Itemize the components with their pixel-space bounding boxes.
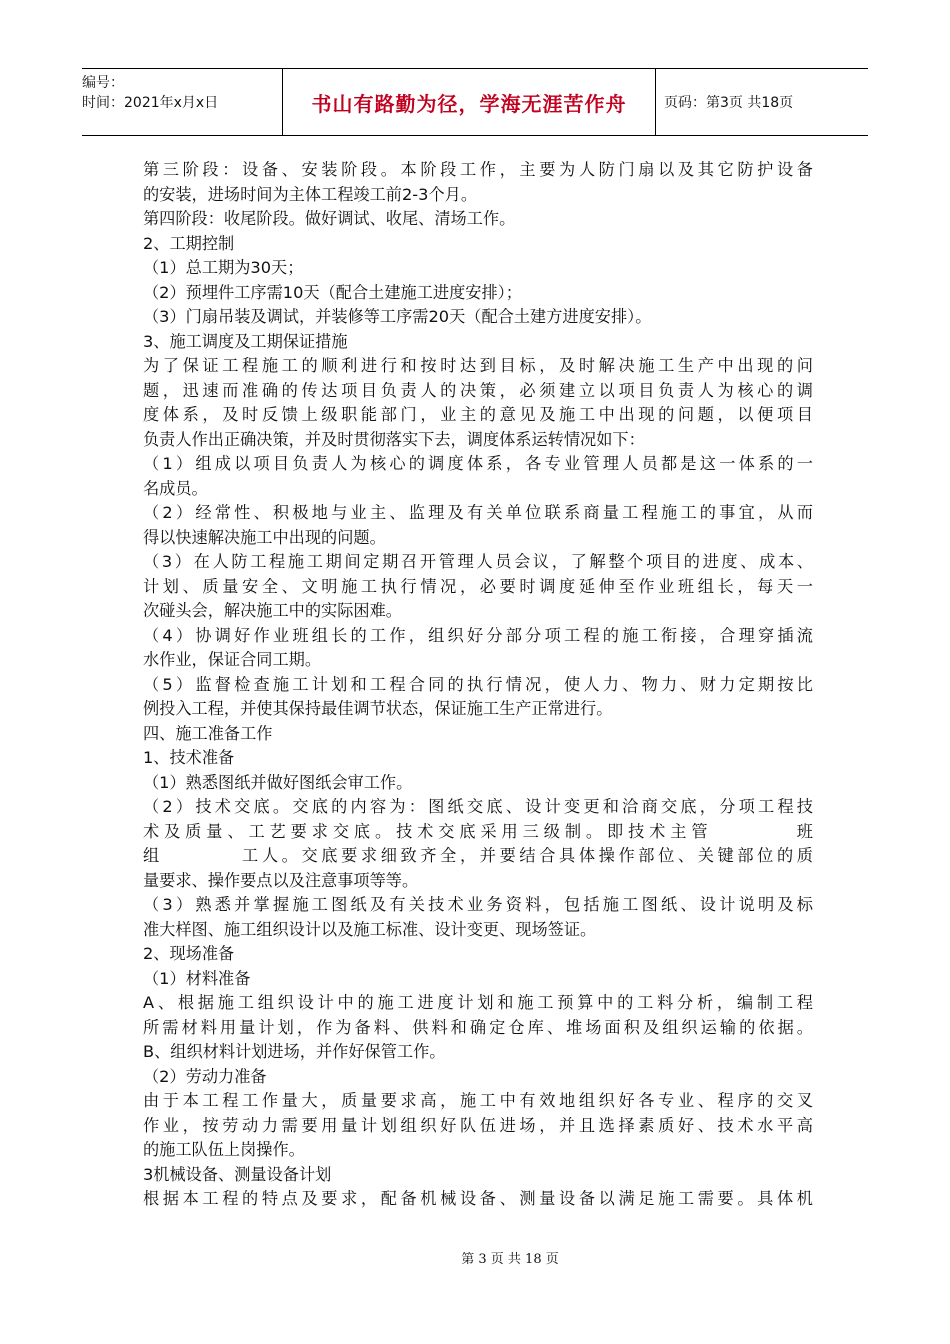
body-line: 第三阶段：设备、安装阶段。本阶段工作，主要为人防门扇以及其它防护设备 bbox=[143, 160, 813, 179]
body-line: 水作业，保证合同工期。 bbox=[143, 650, 322, 669]
body-line: 3、施工调度及工期保证措施 bbox=[143, 331, 348, 351]
body-line: 四、施工准备工作 bbox=[143, 723, 273, 743]
body-line: 得以快速解决施工中出现的问题。 bbox=[143, 527, 386, 547]
body-line: 题，迅速而准确的传达项目负责人的决策，必须建立以项目负责人为核心的调 bbox=[143, 380, 813, 400]
body-line: 负责人作出正确决策，并及时贯彻落实下去，调度体系运转情况如下： bbox=[143, 429, 645, 449]
body-line: （3）熟悉并掌握施工图纸及有关技术业务资料，包括施工图纸、设计说明及标 bbox=[143, 895, 813, 914]
header-page-info: 页码：第3页 共18页 bbox=[664, 95, 794, 111]
body-line: 3机械设备、测量设备计划 bbox=[143, 1164, 332, 1184]
body-line: 根据本工程的特点及要求，配备机械设备、测量设备以满足施工需要。具体机 bbox=[143, 1189, 813, 1208]
body-line: （2）劳动力准备 bbox=[143, 1066, 267, 1086]
body-line: 量要求、操作要点以及注意事项等等。 bbox=[143, 870, 419, 890]
document-body bbox=[143, 158, 813, 1212]
body-line: （1）熟悉图纸并做好图纸会审工作。 bbox=[143, 772, 413, 792]
body-line: 名成员。 bbox=[143, 478, 208, 498]
body-line: 准大样图、施工组织设计以及施工标准、设计变更、现场签证。 bbox=[143, 919, 597, 939]
body-line: 由于本工程工作量大，质量要求高，施工中有效地组织好各专业、程序的交叉 bbox=[143, 1091, 813, 1110]
body-line: 2、工期控制 bbox=[143, 233, 235, 253]
body-line: （1）材料准备 bbox=[143, 968, 251, 988]
body-line: 术及质量、工艺要求交底。技术交底采用三级制。即技术主管 班 bbox=[143, 821, 813, 841]
body-line: 1、技术准备 bbox=[143, 748, 235, 767]
body-line: 为了保证工程施工的顺利进行和按时达到目标，及时解决施工生产中出现的问 bbox=[143, 356, 813, 375]
page-footer: 第 3 页 共 18 页 bbox=[461, 1252, 559, 1267]
body-line: （1）总工期为30天； bbox=[143, 258, 304, 277]
body-line: （3）门扇吊装及调试，并装修等工序需20天（配合土建方进度安排）。 bbox=[143, 307, 652, 326]
body-line: 计划、质量安全、文明施工执行情况，必要时调度延伸至作业班组长，每天一 bbox=[143, 576, 813, 596]
body-line: B、组织材料计划进场，并作好保管工作。 bbox=[143, 1042, 446, 1061]
header-meta bbox=[82, 69, 282, 135]
number-label: 编号： bbox=[82, 75, 124, 91]
body-line: 第四阶段：收尾阶段。做好调试、收尾、清场工作。 bbox=[143, 209, 516, 228]
body-line: （2）经常性、积极地与业主、监理及有关单位联系商量工程施工的事宜，从而 bbox=[143, 503, 813, 522]
body-line: 的施工队伍上岗操作。 bbox=[143, 1140, 305, 1159]
body-line: （5）监督检查施工计划和工程合同的执行情况，使人力、物力、财力定期按比 bbox=[143, 674, 813, 694]
body-line: 的安装，进场时间为主体工程竣工前2-3个月。 bbox=[143, 184, 478, 204]
body-line: 度体系，及时反馈上级职能部门，业主的意见及施工中出现的问题，以便项目 bbox=[143, 405, 813, 424]
body-line: 次碰头会，解决施工中的实际困难。 bbox=[143, 601, 402, 620]
header-motto: 书山有路勤为径，学海无涯苦作舟 bbox=[282, 69, 656, 135]
body-line: 组 工人。交底要求细致齐全，并要结合具体操作部位、关键部位的质 bbox=[143, 846, 813, 865]
body-line: 例投入工程，并使其保持最佳调节状态，保证施工生产正常进行。 bbox=[143, 699, 613, 718]
time-label: 时间：2021年x月x日 bbox=[82, 95, 219, 111]
body-line: （4）协调好作业班组长的工作，组织好分部分项工程的施工衔接，合理穿插流 bbox=[143, 625, 813, 645]
body-line: （1）组成以项目负责人为核心的调度体系，各专业管理人员都是这一体系的一 bbox=[143, 454, 813, 473]
body-line: 作业，按劳动力需要用量计划组织好队伍进场，并且选择素质好、技术水平高 bbox=[143, 1115, 813, 1135]
body-line: （3）在人防工程施工期间定期召开管理人员会议，了解整个项目的进度、成本、 bbox=[143, 552, 813, 571]
body-line: （2）技术交底。交底的内容为：图纸交底、设计变更和洽商交底，分项工程技 bbox=[143, 797, 813, 816]
body-line: 所需材料用量计划，作为备料、供料和确定仓库、堆场面积及组织运输的依据。 bbox=[143, 1017, 813, 1037]
body-line: 2、现场准备 bbox=[143, 944, 235, 963]
body-line: A、根据施工组织设计中的施工进度计划和施工预算中的工料分析，编制工程 bbox=[143, 993, 813, 1012]
body-line: （2）预埋件工序需10天（配合土建施工进度安排）； bbox=[143, 282, 522, 302]
page-header bbox=[82, 68, 868, 136]
